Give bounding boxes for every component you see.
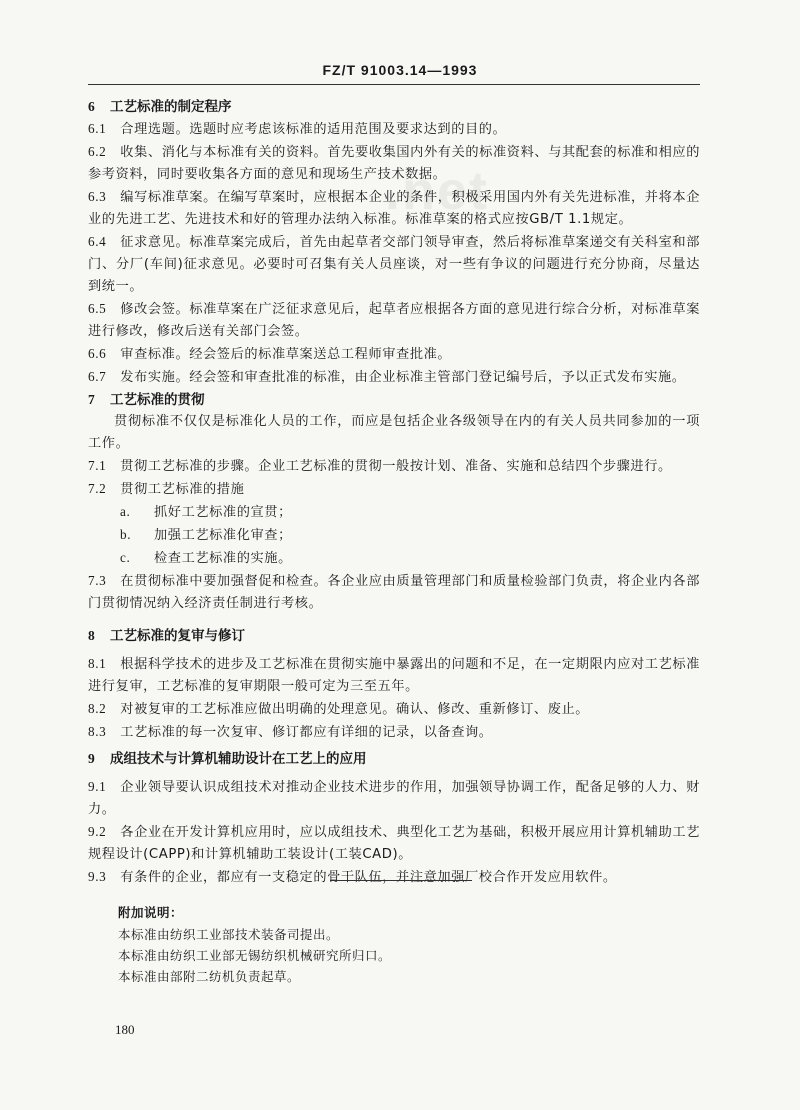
list-item-a: a. 抓好工艺标准的宣贯； — [120, 504, 292, 520]
spacer — [88, 615, 700, 625]
clause-9-3: 9.3 有条件的企业，都应有一支稳定的骨干队伍，并注意加强厂校合作开发应用软件。 — [88, 869, 617, 885]
clause-7-3: 7.3 在贯彻标准中要加强督促和检查。各企业应由质量管理部门和质量检验部门负责，将企业内各部门贯彻情况纳入经济责任制进行考核。 — [88, 573, 700, 611]
list-item-b: b. 加强工艺标准化审查； — [120, 527, 292, 543]
page-number: 180 — [115, 1022, 135, 1037]
watermark: .net — [385, 161, 490, 221]
clause-7-1: 7.1 贯彻工艺标准的步骤。企业工艺标准的贯彻一般按计划、准备、实施和总结四个步骤进行。 — [88, 458, 672, 474]
section-heading-6: 6 工艺标准的制定程序 — [88, 99, 232, 115]
notes-line: 本标准由纺织工业部技术装备司提出。 — [118, 927, 340, 942]
standard-code-header: FZ/T 91003.14—1993 — [322, 62, 478, 78]
clause-6-2: 6.2 收集、消化与本标准有关的资料。首先要收集国内外有关的标准资料、与其配套的标准和相应的参考资料，同时要收集各方面的意见和现场生产技术数据。 — [88, 144, 701, 182]
clause-6-1: 6.1 合理选题。选题时应考虑该标准的适用范围及要求达到的目的。 — [88, 121, 507, 137]
clause-8-1: 8.1 根据科学技术的进步及工艺标准在贯彻实施中暴露出的问题和不足，在一定期限内应对工艺标准进行复审，工艺标准的复审期限一般可定为三至五年。 — [88, 656, 700, 694]
section-heading-8: 8 工艺标准的复审与修订 — [88, 628, 245, 644]
clause-6-5: 6.5 修改会签。标准草案在广泛征求意见后，起草者应根据各方面的意见进行综合分析，对标准草案进行修改，修改后送有关部门会签。 — [88, 301, 700, 339]
body-content — [88, 96, 700, 889]
section-7-intro: 贯彻标准不仅仅是标准化人员的工作，而应是包括企业各级领导在内的有关人员共同参加的一项工作。 — [88, 414, 700, 451]
additional-notes — [118, 902, 678, 987]
notes-line: 本标准由纺织工业部无锡纺织机械研究所归口。 — [118, 948, 392, 963]
notes-line: 本标准由部附二纺机负责起草。 — [118, 969, 301, 984]
clause-8-3: 8.3 工艺标准的每一次复审、修订都应有详细的记录，以备查询。 — [88, 724, 493, 740]
section-heading-9: 9 成组技术与计算机辅助设计在工艺上的应用 — [88, 751, 367, 767]
section-heading-7: 7 工艺标准的贯彻 — [88, 392, 205, 408]
list-item-c: c. 检查工艺标准的实施。 — [120, 550, 292, 566]
clause-6-7: 6.7 发布实施。经会签和审查批准的标准，由企业标准主管部门登记编号后，予以正式发布实施。 — [88, 369, 686, 385]
end-rule — [330, 880, 472, 881]
clause-9-2: 9.2 各企业在开发计算机应用时，应以成组技术、典型化工艺为基础，积极开展应用计算机辅助工艺规程设计(CAPP)和计算机辅助工装设计(工装CAD)。 — [88, 824, 700, 862]
clause-6-4: 6.4 征求意见。标准草案完成后，首先由起草者交部门领导审查，然后将标准草案递交有关科室和部门、分厂(车间)征求意见。必要时可召集有关人员座谈，对一些有争议的问题进行充分协商，尽量达到统一。 — [88, 234, 700, 294]
clause-9-1: 9.1 企业领导要认识成组技术对推动企业技术进步的作用，加强领导协调工作，配备足够的人力、财力。 — [88, 779, 700, 817]
clause-6-6: 6.6 审查标准。经会签后的标准草案送总工程师审查批准。 — [88, 346, 452, 362]
header-rule — [88, 84, 700, 85]
clause-8-2: 8.2 对被复审的工艺标准应做出明确的处理意见。确认、修改、重新修订、废止。 — [88, 701, 590, 717]
clause-7-2: 7.2 贯彻工艺标准的措施 — [88, 481, 245, 497]
notes-title: 附加说明： — [118, 905, 184, 920]
clause-6-3: 6.3 编写标准草案。在编写草案时，应根据本企业的条件，积极采用国内外有关先进标准，并将本企业的先进工艺、先进技术和好的管理办法纳入标准。标准草案的格式应按GB/T 1.1规定。 — [88, 189, 701, 227]
